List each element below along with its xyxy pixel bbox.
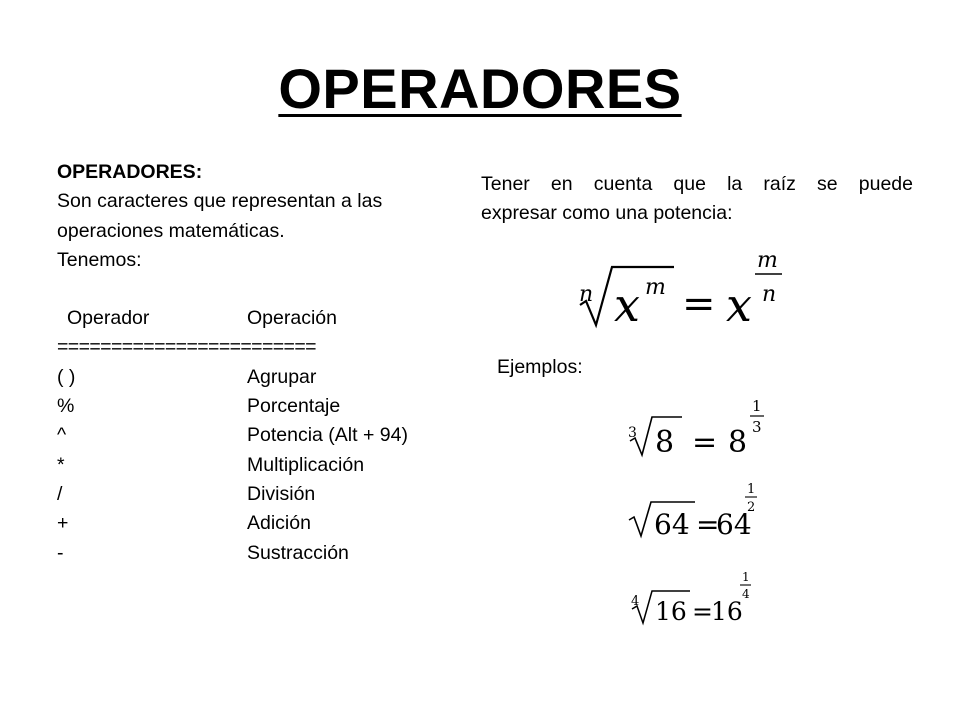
radicand-exponent: m <box>645 275 666 300</box>
power-base: 8 <box>728 425 748 460</box>
tenemos-label: Tenemos: <box>57 248 142 271</box>
section-heading: OPERADORES: <box>57 161 203 183</box>
operation-name: División <box>247 482 316 505</box>
exponent-denominator: 2 <box>747 500 756 515</box>
spacer <box>57 275 427 304</box>
root-note <box>481 170 913 229</box>
table-row <box>57 539 427 568</box>
operation-name: Sustracción <box>247 541 349 564</box>
note-line-2: expresar como una potencia: <box>481 202 733 225</box>
column-header-operacion: Operación <box>247 307 337 330</box>
operator-symbol: - <box>57 541 64 564</box>
operator-symbol: % <box>57 395 75 418</box>
operation-name: Porcentaje <box>247 395 341 418</box>
operator-symbol: * <box>57 453 65 476</box>
table-row <box>57 392 427 421</box>
equals-sign: = <box>692 425 718 460</box>
table-row <box>57 480 427 509</box>
table-row <box>57 421 427 450</box>
page-title: OPERADORES <box>278 57 682 120</box>
operator-symbol: + <box>57 512 69 535</box>
general-root-formula <box>570 243 790 333</box>
equals-sign: = <box>682 281 716 327</box>
exponent-denominator: n <box>762 282 777 307</box>
example-2-formula <box>625 478 765 543</box>
power-base: x <box>726 278 752 332</box>
operation-name: Potencia (Alt + 94) <box>247 424 408 447</box>
root-index: 3 <box>628 425 637 441</box>
table-row <box>57 451 427 480</box>
radicand: 8 <box>655 425 675 460</box>
root-index: 4 <box>631 594 640 609</box>
operation-name: Adición <box>247 512 311 535</box>
equals-sign: = <box>692 597 713 626</box>
root-index: n <box>579 282 594 307</box>
separator-line: ======================== <box>57 336 316 359</box>
operator-symbol: ^ <box>57 424 67 447</box>
radicand: 64 <box>654 508 690 541</box>
note-line-1: Tener en cuenta que la raíz se puede <box>481 173 913 195</box>
example-1-formula <box>622 395 772 460</box>
table-row <box>57 509 427 538</box>
operator-table <box>57 363 427 568</box>
column-header-operador: Operador <box>67 307 150 330</box>
exponent-numerator: m <box>757 248 778 273</box>
power-base: 16 <box>711 597 743 626</box>
exponent-numerator: 1 <box>752 397 762 415</box>
operator-symbol: ( ) <box>57 365 76 388</box>
exponent-numerator: 1 <box>747 482 756 497</box>
radicand-base: x <box>614 278 640 332</box>
operator-symbol: / <box>57 482 63 505</box>
operation-name: Multiplicación <box>247 453 365 476</box>
example-3-formula <box>628 567 768 632</box>
equals-sign: = <box>696 508 720 541</box>
exponent-numerator: 1 <box>742 570 750 584</box>
intro-line-2: operaciones matemáticas. <box>57 219 285 242</box>
exponent-denominator: 4 <box>742 587 750 601</box>
table-row <box>57 363 427 392</box>
power-base: 64 <box>716 508 752 541</box>
table-header <box>57 304 427 333</box>
operation-name: Agrupar <box>247 365 317 388</box>
radicand: 16 <box>655 597 687 626</box>
operators-section <box>57 158 427 568</box>
examples-label: Ejemplos: <box>497 356 583 378</box>
exponent-denominator: 3 <box>752 418 762 436</box>
intro-line-1: Son caracteres que representan a las <box>57 190 383 213</box>
